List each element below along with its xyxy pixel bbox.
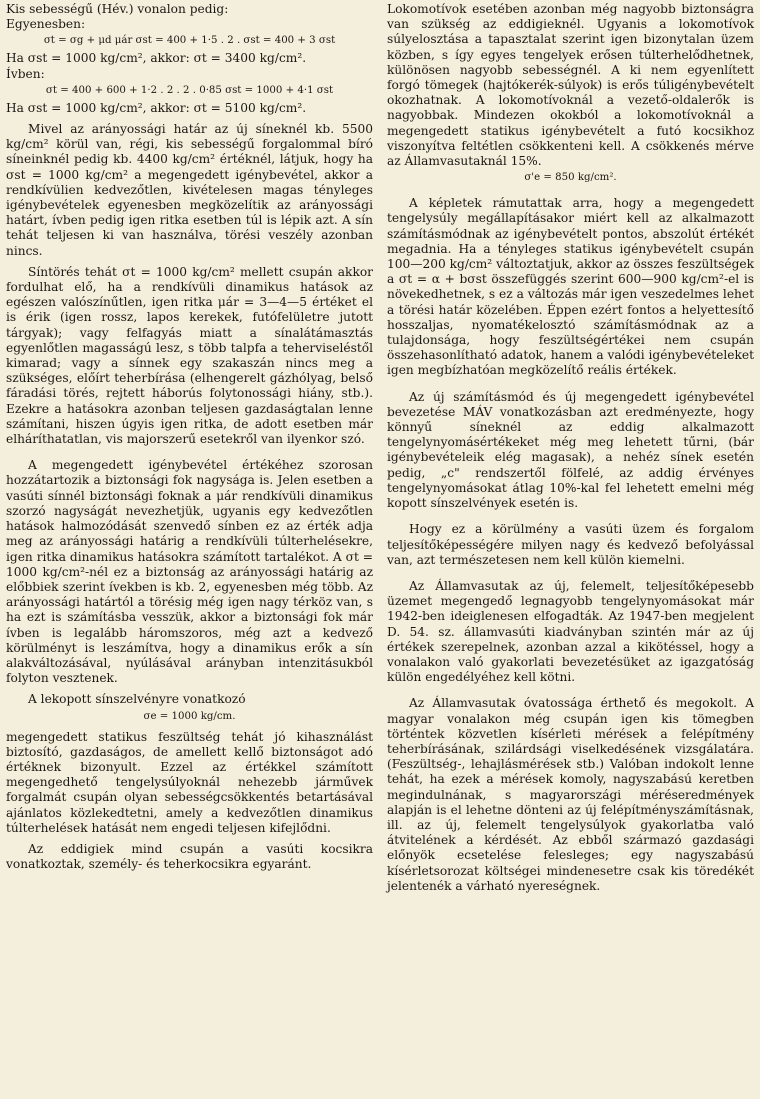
- paragraph: Kis sebességű (Hév.) vonalon pedig:: [6, 2, 229, 16]
- paragraph: A képletek rámutattak arra, hogy a megengedett tengelysúly megállapításakor miért kell az alkalmazott számításmódnak az igénybevételt pontos, abszolút értékét megadnia. Ha a tényleges statikus igénybevételt csupán 100—200 kg/cm² változtatjuk, akkor az összes feszültségek a σt = α + bσst összefüggés szerint 600—900 kg/cm²-el is növekedhetnek, s ez a változás már igen veszedelmes lehet a törési határ közelében. Éppen ezért fontos a helyettesítő hosszaljas, nyomatékelosztó számításmódnak az a tulajdonsága, hogy feszültségértékei nem csupán összehasonlítható adatok, hanem a valódi igénybevételeket igen megbízhatóan megközelítő reális értékek.: [387, 196, 754, 378]
- equation: σt = σg + μd μár σst = 400 + 1·5 . 2 . σst = 400 + 3 σst: [43, 35, 336, 47]
- right-column: [387, 2, 754, 1099]
- paragraph: Hogy ez a körülmény a vasúti üzem és forgalom teljesítőképességére milyen nagy és kedvező befolyással van, azt természetesen nem kell külön kiemelni.: [387, 522, 754, 567]
- paragraph: Ívben:: [6, 66, 45, 81]
- equation: σ'e = 850 kg/cm².: [524, 172, 617, 184]
- paragraph: megengedett statikus feszültség tehát jó kihasználást biztosító, gazdaságos, de amellett kellő biztonságot adó értéknek bizonyult. Ezzel az értékkel számított megengedhető tengelysúlyoknál nehezebb járművek forgalmát csupán olyan sebességcsökkentés betartásával ajánlatos közlekedtetni, amely a kedvezőtlen dinamikus túlterhelések hatását nem engedi teljesen kifejlődni.: [6, 729, 373, 835]
- equation: σe = 1000 kg/cm.: [143, 710, 236, 722]
- equation: σt = 400 + 600 + 1·2 . 2 . 2 . 0·85 σst = 1000 + 4·1 σst: [45, 84, 334, 96]
- paragraph: Az eddigiek mind csupán a vasúti kocsikra vonatkoztak, személy- és teherkocsikra egyaránt.: [6, 841, 373, 872]
- paragraph: A lekopott sínszelvényre vonatkozó: [28, 692, 246, 707]
- paragraph: Mivel az arányossági határ az új síneknél kb. 5500 kg/cm² körül van, régi, kis sebességű forgalommal bíró síneinknél pedig kb. 4400 kg/cm² értéknél, látjuk, hogy ha σst = 1000 kg/cm² a megengedett igénybevétel, akkor a rendkívülien kedvezőtlen, kivételesen magas tényleges igénybevételek egyenesben megközelítik az arányossági határt, ívben pedig igen ritka esetben túl is lépik azt. A sín tehát teljesen ki van használva, törési veszély azonban nincs.: [6, 122, 373, 258]
- paragraph: Az Államvasutak óvatossága érthető és megokolt. A magyar vonalakon még csupán igen kis tömegben történtek közvetlen kísérleti mérések a felépítmény teherbírásának, szilárdsági viselkedésének vizsgálatára. (Feszültség-, lehajlásmérések stb.) Valóban indokolt lenne tehát, ha ezek a mérések komoly, nagyszabású keretben megindulnának, s magyarországi méréseredmények alapján is el lehetne dönteni az új felépítményszámításnak, ill. az új, felemelt tengelysúlyok gyakorlatba való átvitelének a kérdését. Az ebből származó gazdasági előnyök ecsetelése felesleges; egy nagyszabású kísérletsorozat költségei mindenesetre csak kis töredékét jelentenék a várható nyereségnek.: [387, 696, 754, 893]
- left-column: [6, 2, 373, 1099]
- paragraph: Lokomotívok esetében azonban még nagyobb biztonságra van szükség az eddigieknél. Ugyanis a lokomotívok súlyelosztása a tapasztalat szerint igen bizonytalan üzem közben, s így egyes tengelyek erősen túlterhelődhetnek, különösen nagyobb sebességnél. A ki nem egyenlített forgó tömegek (hajtókerék-súlyok) is erős túligénybevételt okozhatnak. A lokomotívoknál a vezető-oldalerők is nagyobbak. Mindezen okokból a lokomotívoknál a megengedett statikus igénybevételt a futó kocsikhoz viszonyítva feltétlen csökkenteni kell. A csökkenés mérve az Államvasutaknál 15%.: [387, 2, 754, 169]
- paragraph: Egyenesben:: [6, 17, 86, 32]
- paragraph: Az Államvasutak az új, felemelt, teljesítőképesebb üzemet megengedő legnagyobb tengelynyomásokat már 1942-ben ideiglenesen elfogadták. Az 1947-ben megjelent D. 54. sz. államvasúti kiadványban szintén már az új értékek szerepelnek, azonban azzal a kikötéssel, hogy a vonalakon való gyakorlati bevezetésüket az igazgatóság külön engedélyéhez kell kötni.: [387, 578, 754, 685]
- paragraph: A megengedett igénybevétel értékéhez szorosan hozzátartozik a biztonsági fok nagysága is. Jelen esetben a vasúti sínnél biztonsági foknak a μár rendkívüli dinamikus szorzó nagyságát nevezhetjük, ugyanis egy kedvezőtlen hatások halmozódását szenvedő sínben ez az érték adja meg az arányossági határig a rendkívüli túlterhelésekre, igen ritka dinamikus hatásokra számított tartalékot. A σt = 1000 kg/cm²-nél ez a biztonság az arányossági határig az előbbiek szerint ívekben is kb. 2, egyenesben még több. Az arányossági határtól a törésig még igen nagy térköz van, s ha ezt is számításba vesszük, akkor a biztonsági fok már ívben is legalább háromszoros, még azt a kedvező körülményt is leszámítva, hogy a dinamikus erők a sín alakváltozásával, nyúlásával arányban intenzitásukból folyton vesztenek.: [6, 458, 373, 686]
- paragraph: Síntörés tehát σt = 1000 kg/cm² mellett csupán akkor fordulhat elő, ha a rendkívüli dinamikus hatások az egészen valószínűtlen, igen ritka μár = 3—4—5 értéket el is érik (igen rossz, lapos kerekek, futófelületre jutott tárgyak); vagy felfagyás miatt a sínalátámasztás egyenlőtlen magasságú lesz, s több talpfa a teherviseléstől kimarad; vagy a sínnek egy szakaszán nincs meg a szükséges, előírt teherbírása (elhengerelt gázhólyag, belső fáradási törés, rejtett háborús folytonossági hiány, stb.). Ezekre a hatásokra azonban teljesen gazdaságtalan lenne számítani, hiszen úgyis igen ritka, de adott esetben már elháríthatatlan, vis majorszerű esetekről van ilyenkor szó.: [6, 264, 373, 447]
- paragraph: Ha σst = 1000 kg/cm², akkor: σt = 3400 kg/cm².: [6, 51, 307, 66]
- paragraph: Az új számításmód és új megengedett igénybevétel bevezetése MÁV vonatkozásban azt eredményezte, hogy könnyű síneknél az eddig alkalmazott tengelynyomásértékeket még meg lehetett tűrni, (bár igénybevételeik elég magasak), a nehéz sínek esetén pedig, „c" rendszertől fölfelé, az addig érvényes tengelynyomásokat átlag 10%-kal fel lehetett emelni még kopott sínszelvények esetén is.: [387, 389, 754, 511]
- paragraph: Ha σst = 1000 kg/cm², akkor: σt = 5100 kg/cm².: [6, 100, 307, 115]
